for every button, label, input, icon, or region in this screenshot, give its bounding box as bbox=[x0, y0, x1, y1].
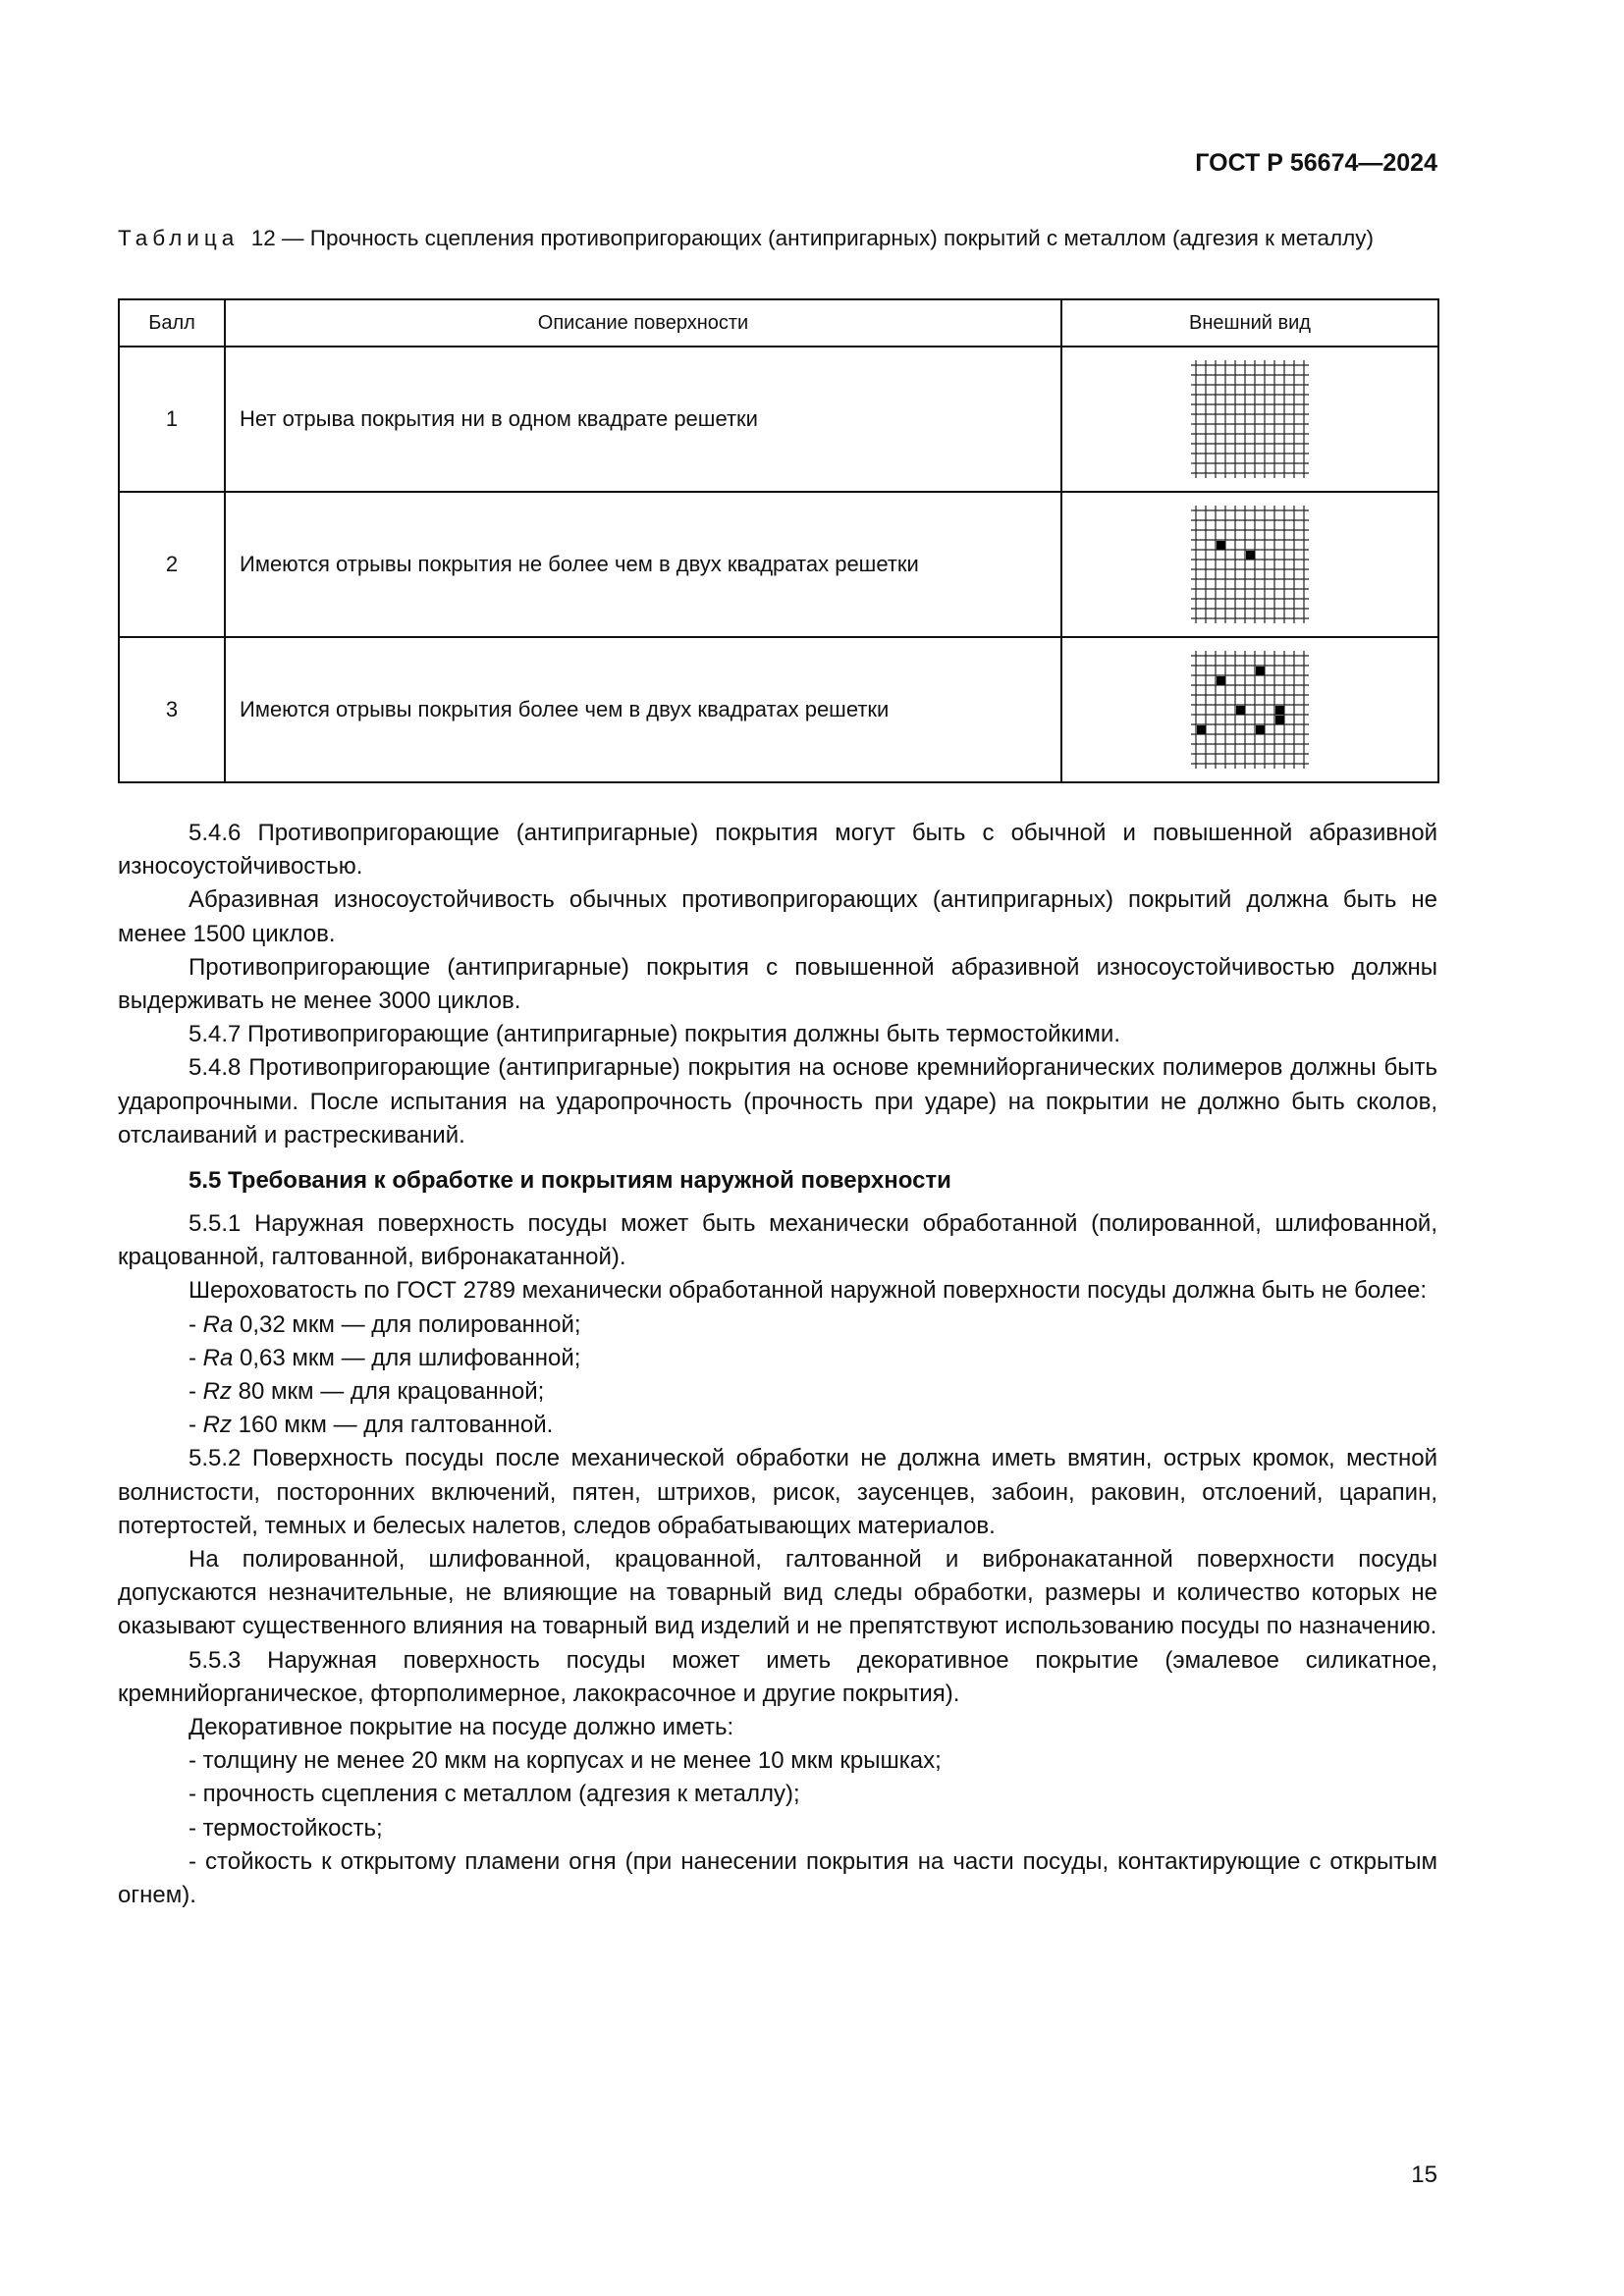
list-item: - толщину не менее 20 мкм на корпусах и не менее 10 мкм крышках; bbox=[189, 1747, 942, 1775]
list-item: - термостойкость; bbox=[189, 1814, 383, 1842]
list-item: - стойкость к открытому пламени огня (при нанесении покрытия на части посуды, контактирующие с открытым огнем). bbox=[118, 1847, 1437, 1909]
roughness-parameter: Ra bbox=[202, 1310, 234, 1338]
coating-detachment-square bbox=[1246, 551, 1255, 560]
grid-two-defects-figure bbox=[1189, 504, 1311, 625]
list-item: - прочность сцепления с металлом (адгезия к металлу); bbox=[189, 1781, 800, 1808]
paragraph: Противопригорающие (антипригарные) покрытия с повышенной абразивной износоустойчивостью должны выдерживать не менее 3000 циклов. bbox=[118, 953, 1437, 1015]
paragraph: Шероховатость по ГОСТ 2789 механически обработанной наружной поверхности посуды должна быть не более: bbox=[189, 1277, 1428, 1305]
table-row bbox=[119, 347, 1438, 492]
grid-many-defects-figure bbox=[1189, 649, 1311, 771]
document-id: ГОСТ Р 56674—2024 bbox=[1195, 149, 1437, 177]
table-header-row bbox=[119, 299, 1438, 347]
paragraph-5-4-8: 5.4.8 Противопригорающие (антипригарные) покрытия на основе кремнийорганических полимеров должны быть ударопрочными. После испытания на ударопрочность (прочность при ударе) на покрытии не должно быть сколов, отслаиваний и растрескиваний. bbox=[118, 1054, 1437, 1148]
grid-no-defects-image bbox=[1061, 347, 1438, 492]
roughness-parameter: Rz bbox=[202, 1412, 233, 1439]
document-body bbox=[118, 817, 1437, 1912]
table-row bbox=[119, 637, 1438, 782]
row-score: 1 bbox=[119, 347, 225, 492]
paragraph-5-5-1: 5.5.1 Наружная поверхность посуды может быть механически обработанной (полированной, шлифованной, крацованной, галтованной, вибронакатанной). bbox=[118, 1210, 1437, 1271]
row-score: 3 bbox=[119, 637, 225, 782]
list-item: - Ra 0,63 мкм — для шлифованной; bbox=[189, 1344, 581, 1371]
coating-detachment-square bbox=[1197, 725, 1206, 734]
column-header-description: Описание поверхности bbox=[225, 299, 1061, 347]
list-item: - Ra 0,32 мкм — для полированной; bbox=[189, 1310, 581, 1338]
roughness-parameter: Rz bbox=[202, 1378, 233, 1406]
paragraph: Декоративное покрытие на посуде должно иметь: bbox=[189, 1714, 734, 1741]
paragraph: На полированной, шлифованной, крацованной, галтованной и вибронакатанной поверхности посуды допускаются незначительные, не влияющие на товарный вид следы обработки, размеры и количество которых не оказывают существенного влияния на товарный вид изделий и не препятствуют использованию посуды по назначению. bbox=[118, 1546, 1437, 1640]
page-number: 15 bbox=[1411, 2162, 1437, 2188]
adhesion-table bbox=[118, 298, 1439, 783]
table-caption-label: Таблица bbox=[118, 226, 240, 250]
column-header-appearance: Внешний вид bbox=[1061, 299, 1438, 347]
coating-detachment-square bbox=[1275, 706, 1284, 715]
coating-detachment-square bbox=[1217, 541, 1225, 550]
coating-detachment-square bbox=[1217, 676, 1225, 685]
row-description: Имеются отрывы покрытия не более чем в двух квадратах решетки bbox=[225, 492, 1061, 637]
roughness-parameter: Ra bbox=[202, 1344, 234, 1371]
paragraph-5-4-6: 5.4.6 Противопригорающие (антипригарные) покрытия могут быть с обычной и повышенной абразивной износоустойчивостью. bbox=[118, 820, 1437, 881]
coating-detachment-square bbox=[1256, 725, 1265, 734]
paragraph-5-4-7: 5.4.7 Противопригорающие (антипригарные) покрытия должны быть термостойкими. bbox=[189, 1021, 1120, 1048]
paragraph-5-5-3: 5.5.3 Наружная поверхность посуды может иметь декоративное покрытие (эмалевое силикатное, кремнийорганическое, фторполимерное, лакокрасочное и другие покрытия). bbox=[118, 1646, 1437, 1707]
coating-detachment-square bbox=[1236, 706, 1245, 715]
column-header-score: Балл bbox=[119, 299, 225, 347]
table-caption bbox=[118, 224, 1437, 253]
coating-detachment-square bbox=[1275, 716, 1284, 724]
coating-detachment-square bbox=[1256, 667, 1265, 675]
row-description: Нет отрыва покрытия ни в одном квадрате решетки bbox=[225, 347, 1061, 492]
paragraph-5-5-2: 5.5.2 Поверхность посуды после механической обработки не должна иметь вмятин, острых кромок, местной волнистости, посторонних включений, пятен, штрихов, рисок, заусенцев, забоин, раковин, отслоений, царапин, потертостей, темных и белесых налетов, следов обрабатывающих материалов. bbox=[118, 1445, 1437, 1539]
list-item: - Rz 160 мкм — для галтованной. bbox=[189, 1412, 554, 1439]
section-heading-5-5: 5.5 Требования к обработке и покрытиям наружной поверхности bbox=[189, 1167, 951, 1195]
grid-many-defects-image bbox=[1061, 637, 1438, 782]
row-score: 2 bbox=[119, 492, 225, 637]
table-row bbox=[119, 492, 1438, 637]
grid-no-defects-figure bbox=[1189, 358, 1311, 480]
grid-two-defects-image bbox=[1061, 492, 1438, 637]
row-description: Имеются отрывы покрытия более чем в двух квадратах решетки bbox=[225, 637, 1061, 782]
paragraph: Абразивная износоустойчивость обычных противопригорающих (антипригарных) покрытий должна быть не менее 1500 циклов. bbox=[118, 886, 1437, 947]
table-caption-text: 12 — Прочность сцепления противопригорающих (антипригарных) покрытий с металлом (адгезия к металлу) bbox=[250, 226, 1375, 250]
list-item: - Rz 80 мкм — для крацованной; bbox=[189, 1378, 545, 1406]
